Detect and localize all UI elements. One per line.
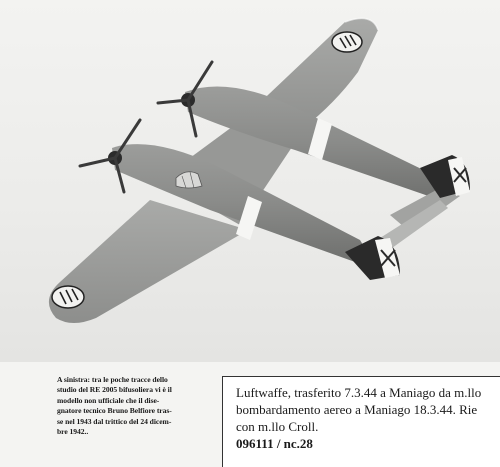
photo-caption: A sinistra: tra le poche tracce dello studio del RE 2005 bifusoliera vi è il modello non ufficiale che il dise- gnatore tecnico Bruno Belfiore tras- se nel 1943 dal trittico del 24 dicem- bre 1942.. (57, 375, 172, 437)
document-line: bombardamento aereo a Maniago 18.3.44. Rie (236, 402, 478, 417)
document-line: 096111 / nc.28 (236, 436, 313, 451)
lower-wing-roundel (52, 286, 84, 308)
document-line: con m.llo Croll. (236, 419, 319, 434)
upper-wing-roundel (332, 32, 362, 52)
document-excerpt (236, 384, 500, 452)
document-line: Luftwaffe, trasferito 7.3.44 a Maniago da m.llo (236, 385, 482, 400)
